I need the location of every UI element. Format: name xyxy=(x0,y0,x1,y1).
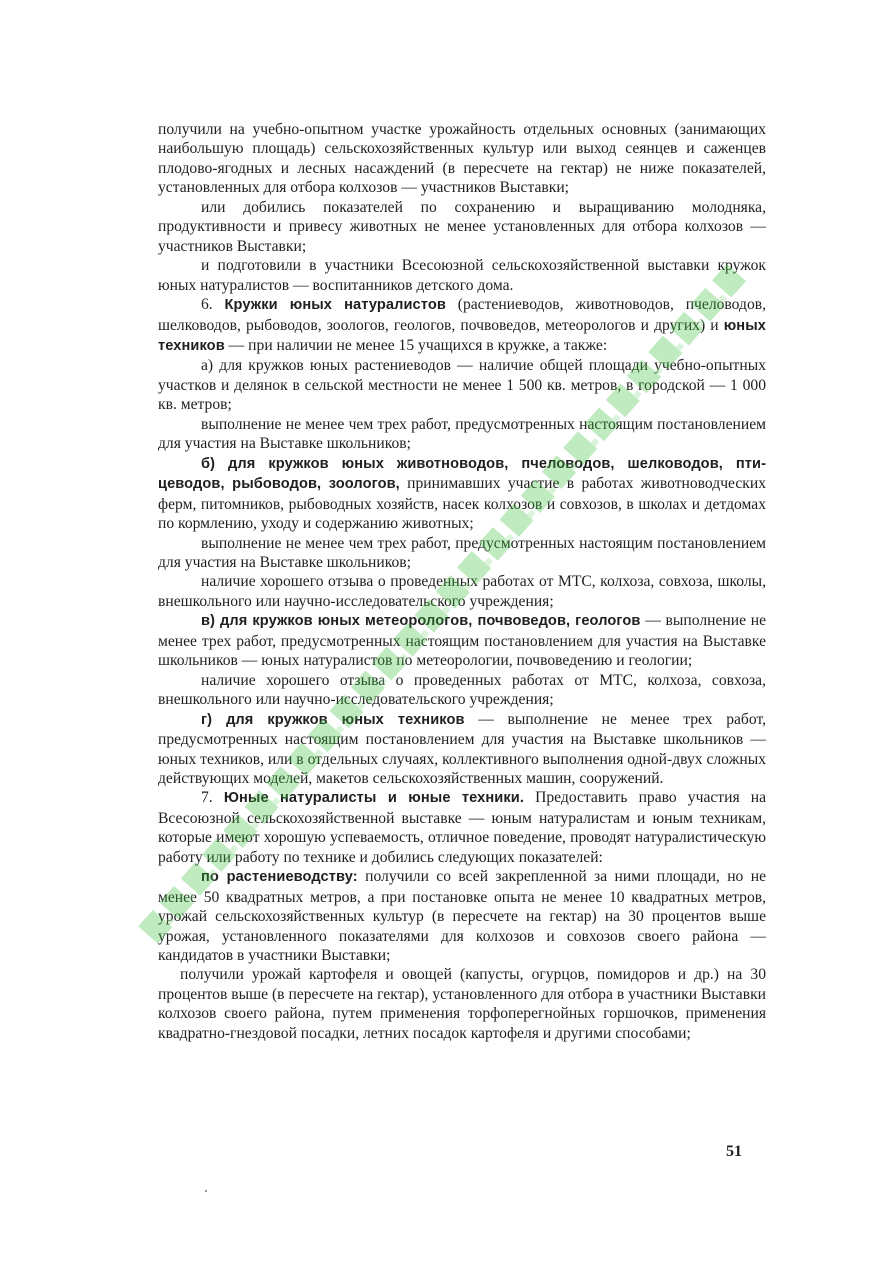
text-run: или добились показателей по сохранению и выращиванию молодняка, продуктивности и привесу животных не менее установленных для отбора колхозов — участников Выставки; xyxy=(158,198,766,255)
page-number: 51 xyxy=(726,1143,742,1160)
paragraph xyxy=(158,867,766,965)
paragraph xyxy=(158,454,766,534)
paragraph xyxy=(158,415,766,454)
bold-run: по растениеводству: xyxy=(201,869,358,886)
bold-run: г) для кружков юных техников xyxy=(201,711,465,728)
paragraph xyxy=(158,710,766,789)
text-run: и подготовили в участники Всесоюзной сельскохозяйственной выставки кружок юных натуралистов — воспитанников детского дома. xyxy=(158,257,766,294)
text-run: наличие хорошего отзыва о проведенных работах от МТС, колхоза, совхоза, внешкольного или научно-исследовательского учреждения; xyxy=(158,671,766,709)
text-run: выполнение не менее чем трех работ, предусмотренных настоящим постановлением для участия на Выставке школьников; xyxy=(158,415,766,453)
text-run: а) для кружков юных растениеводов — наличие общей площади учебно-опытных участков и делянок в сельской местности не менее 1 500 кв. метров, в городской — 1 000 кв. метров; xyxy=(158,357,766,414)
paragraph xyxy=(158,671,766,710)
paragraph xyxy=(158,356,766,414)
text-run: — выполнение не менее трех работ, предусмотренных настоящим постановлением для участия на Выставке школьников — юных техников, или в отдельных случаях, коллективного выполнения одной-двух сложных действующих моделей, макетов сельскохозяйственных машин, сооружений. xyxy=(158,710,766,787)
bold-run: юных техников xyxy=(158,317,766,354)
text-run: — выполнение не менее трех работ, предусмотренных настоящим постановлением для участия на Выставке школьников — юных натуралистов по метеорологии, почвоведению и геологии; xyxy=(158,612,766,670)
scan-speck xyxy=(205,1190,207,1192)
bold-run: Кружки юных натуралистов xyxy=(224,297,446,314)
page-body-text xyxy=(158,120,766,1043)
paragraph xyxy=(158,572,766,611)
paragraph xyxy=(158,295,766,356)
paragraph xyxy=(158,611,766,670)
text-run: получили со всей закрепленной за ними площади, но не менее 50 квадратных метров, а при постановке опыта не менее 10 квадратных метров, урожай сельскохозяйственных культур (в пересчете на гектар) на 30 процентов выше урожая, установленного показателями для колхозов и совхозов своего района — кандидатов в участники Выставки; xyxy=(158,868,766,965)
text-run: выполнение не менее чем трех работ, предусмотренных настоящим постановлением для участия на Выставке школьников; xyxy=(158,534,766,571)
bold-run: б) для кружков юных животноводов, пчеловодов, шелководов, птицеводов, рыбоводов, зоологов, xyxy=(158,455,766,493)
paragraph xyxy=(158,534,766,573)
text-run: — при наличии не менее 15 учащихся в кружке, а также: xyxy=(224,336,608,354)
paragraph xyxy=(158,120,766,198)
text-run: получили на учебно-опытном участке урожайность отдельных основных (занимающих наибольшую площадь) сельскохозяйственных культур или выход сеянцев и саженцев плодово-ягодных и лесных насаждений (в пересчете на гектар) не ниже показателей, установленных для отбора колхозов — участников Выставки; xyxy=(158,121,766,197)
text-run: 6. xyxy=(201,296,225,314)
paragraph xyxy=(158,256,766,295)
text-run: 7. xyxy=(201,789,224,807)
bold-run: в) для кружков юных метеорологов, почвоведов, геологов xyxy=(201,613,641,630)
text-run: получили урожай картофеля и овощей (капусты, огурцов, помидоров и др.) на 30 процентов выше (в пересчете на гектар), установленного для отбора в участники Выставки колхозов своего района, путем применения торфоперегнойных горшочков, применения квадратно-гнездовой посадки, летних посадок картофеля и другими способами; xyxy=(158,966,766,1042)
paragraph xyxy=(158,965,766,1043)
bold-run: Юные натуралисты и юные техники. xyxy=(223,790,524,807)
text-run: наличие хорошего отзыва о проведенных работах от МТС, колхоза, совхоза, школы, внешкольного или научно-исследовательского учреждения; xyxy=(158,573,766,610)
text-run: Предоставить право участия на Всесоюзной сельскохозяйственной выставке — юным натуралистам и юным техникам, которые имеют хорошую успеваемость, отличное поведение, проводят натуралистическую работу или работу по технике и добились следующих показателей: xyxy=(158,789,766,866)
text-run: (растениеводов, животноводов, пчеловодов, шелководов, рыбоводов, зоологов, геологов, почвоведов, метеорологов и других) и xyxy=(158,296,766,334)
paragraph xyxy=(158,198,766,256)
text-run: принимавших участие в работах животноводческих ферм, питомников, рыбоводных хозяйств, насек колхозов и совхозов, в школах и детдомах по кормлению, уходу и содержанию животных; xyxy=(158,475,766,533)
paragraph xyxy=(158,788,766,867)
